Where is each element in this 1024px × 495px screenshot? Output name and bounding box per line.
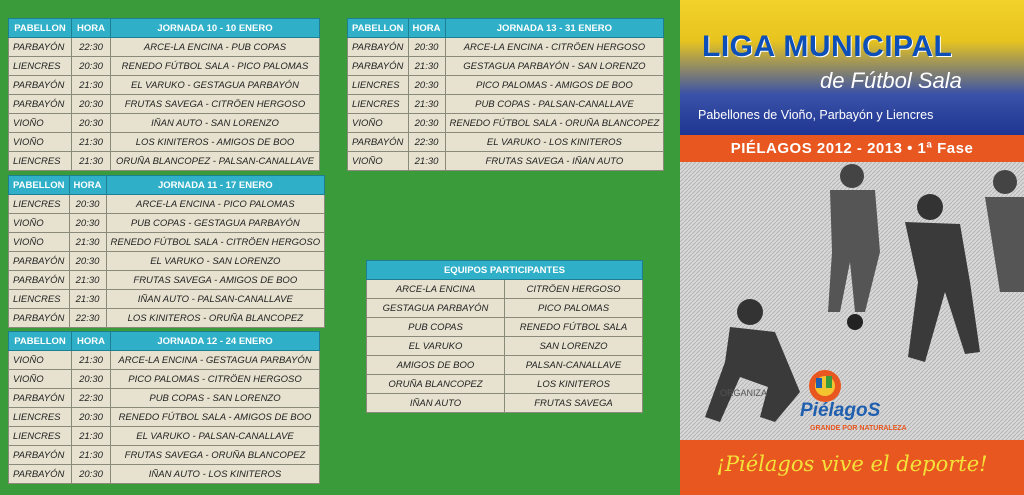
col-pabellon: PABELLON [9, 176, 70, 195]
hora-cell: 20:30 [72, 95, 111, 114]
equipo-cell: CITRÖEN HERGOSO [505, 280, 643, 299]
pabellon-cell: PARBAYÓN [9, 309, 70, 328]
hora-cell: 21:30 [72, 446, 111, 465]
table-row [367, 394, 643, 413]
equipo-cell: LOS KINITEROS [505, 375, 643, 394]
hora-cell: 20:30 [72, 114, 111, 133]
table-row [9, 465, 320, 484]
table-row [367, 337, 643, 356]
hora-cell: 21:30 [72, 152, 111, 171]
table-row [9, 76, 320, 95]
jornada-title: JORNADA 13 - 31 ENERO [445, 19, 664, 38]
partido-cell: PICO PALOMAS - CITRÖEN HERGOSO [111, 370, 320, 389]
table-row [367, 318, 643, 337]
hora-cell: 20:30 [72, 408, 111, 427]
pabellon-cell: PARBAYÓN [348, 133, 409, 152]
poster-slogan: ¡Piélagos vive el deporte! [716, 452, 988, 476]
jornada-title: JORNADA 12 - 24 ENERO [111, 332, 320, 351]
poster-panel [680, 0, 1024, 495]
pabellon-cell: PARBAYÓN [348, 57, 409, 76]
table-row [9, 290, 325, 309]
table-row [9, 389, 320, 408]
pabellon-cell: VIOÑO [9, 114, 72, 133]
table-row [367, 375, 643, 394]
table-row [9, 233, 325, 252]
hora-cell: 21:30 [69, 271, 106, 290]
table-row [9, 370, 320, 389]
table-row [9, 195, 325, 214]
pabellon-cell: PARBAYÓN [348, 38, 409, 57]
table-row [367, 280, 643, 299]
partido-cell: EL VARUKO - SAN LORENZO [106, 252, 325, 271]
partido-cell: ARCE-LA ENCINA - PICO PALOMAS [106, 195, 325, 214]
pabellon-cell: VIOÑO [9, 233, 70, 252]
poster-title: LIGA MUNICIPAL [702, 30, 953, 63]
hora-cell: 21:30 [72, 133, 111, 152]
pabellon-cell: LIENCRES [348, 95, 409, 114]
hora-cell: 20:30 [69, 252, 106, 271]
partido-cell: ARCE-LA ENCINA - PUB COPAS [111, 38, 320, 57]
pabellon-cell: LIENCRES [9, 152, 72, 171]
equipo-cell: PICO PALOMAS [505, 299, 643, 318]
hora-cell: 21:30 [72, 351, 111, 370]
partido-cell: EL VARUKO - LOS KINITEROS [445, 133, 664, 152]
table-row [9, 427, 320, 446]
equipo-cell: ARCE-LA ENCINA [367, 280, 505, 299]
pabellon-cell: PARBAYÓN [9, 252, 70, 271]
table-row [348, 95, 664, 114]
col-hora: HORA [72, 332, 111, 351]
pabellon-cell: LIENCRES [9, 290, 70, 309]
equipo-cell: EL VARUKO [367, 337, 505, 356]
col-hora: HORA [69, 176, 106, 195]
pabellon-cell: VIOÑO [348, 152, 409, 171]
partido-cell: IÑAN AUTO - LOS KINITEROS [111, 465, 320, 484]
hora-cell: 20:30 [72, 57, 111, 76]
pabellon-cell: LIENCRES [9, 195, 70, 214]
partido-cell: FRUTAS SAVEGA - AMIGOS DE BOO [106, 271, 325, 290]
table-row [348, 152, 664, 171]
table-row [348, 57, 664, 76]
hora-cell: 21:30 [72, 427, 111, 446]
partido-cell: IÑAN AUTO - SAN LORENZO [111, 114, 320, 133]
partido-cell: FRUTAS SAVEGA - ORUÑA BLANCOPEZ [111, 446, 320, 465]
partido-cell: PUB COPAS - SAN LORENZO [111, 389, 320, 408]
hora-cell: 21:30 [69, 290, 106, 309]
equipo-cell: PALSAN-CANALLAVE [505, 356, 643, 375]
table-row [367, 299, 643, 318]
equipo-cell: RENEDO FÚTBOL SALA [505, 318, 643, 337]
pabellon-cell: PARBAYÓN [9, 95, 72, 114]
table-row [9, 133, 320, 152]
hora-cell: 20:30 [72, 465, 111, 484]
table-row [9, 57, 320, 76]
table-row [9, 38, 320, 57]
partido-cell: RENEDO FÚTBOL SALA - PICO PALOMAS [111, 57, 320, 76]
hora-cell: 21:30 [408, 95, 445, 114]
table-row [348, 133, 664, 152]
pabellon-cell: PARBAYÓN [9, 271, 70, 290]
pabellon-cell: VIOÑO [348, 114, 409, 133]
table-row [367, 356, 643, 375]
organiza-label: ORGANIZA [720, 388, 768, 398]
pabellon-cell: LIENCRES [9, 57, 72, 76]
logo-name: PiélagoS [800, 400, 881, 421]
equipo-cell: PUB COPAS [367, 318, 505, 337]
poster-title-line2: de Fútbol Sala [820, 68, 962, 93]
pabellon-cell: PARBAYÓN [9, 389, 72, 408]
col-hora: HORA [72, 19, 111, 38]
table-row [348, 76, 664, 95]
jornada-11-table [8, 175, 325, 328]
hora-cell: 21:30 [408, 57, 445, 76]
table-row [9, 309, 325, 328]
hora-cell: 20:30 [408, 114, 445, 133]
equipo-cell: GESTAGUA PARBAYÓN [367, 299, 505, 318]
partido-cell: GESTAGUA PARBAYÓN - SAN LORENZO [445, 57, 664, 76]
jornada-13-table [347, 18, 664, 171]
pabellon-cell: VIOÑO [9, 133, 72, 152]
pabellon-cell: VIOÑO [9, 370, 72, 389]
partido-cell: RENEDO FÚTBOL SALA - AMIGOS DE BOO [111, 408, 320, 427]
partido-cell: ORUÑA BLANCOPEZ - PALSAN-CANALLAVE [111, 152, 320, 171]
table-row [9, 408, 320, 427]
table-row [348, 114, 664, 133]
hora-cell: 21:30 [408, 152, 445, 171]
pabellon-cell: PARBAYÓN [9, 465, 72, 484]
partido-cell: FRUTAS SAVEGA - IÑAN AUTO [445, 152, 664, 171]
partido-cell: LOS KINITEROS - ORUÑA BLANCOPEZ [106, 309, 325, 328]
col-hora: HORA [408, 19, 445, 38]
jornada-title: JORNADA 11 - 17 ENERO [106, 176, 325, 195]
table-row [9, 252, 325, 271]
table-row [9, 152, 320, 171]
pabellon-cell: PARBAYÓN [9, 38, 72, 57]
jornada-12-table [8, 331, 320, 484]
equipo-cell: ORUÑA BLANCOPEZ [367, 375, 505, 394]
hora-cell: 20:30 [69, 214, 106, 233]
equipo-cell: AMIGOS DE BOO [367, 356, 505, 375]
hora-cell: 22:30 [408, 133, 445, 152]
partido-cell: PICO PALOMAS - AMIGOS DE BOO [445, 76, 664, 95]
hora-cell: 20:30 [408, 38, 445, 57]
logo-tagline: GRANDE POR NATURALEZA [810, 425, 907, 432]
table-row [9, 271, 325, 290]
equipo-cell: SAN LORENZO [505, 337, 643, 356]
col-pabellon: PABELLON [348, 19, 409, 38]
jornada-title: JORNADA 10 - 10 ENERO [111, 19, 320, 38]
hora-cell: 20:30 [408, 76, 445, 95]
partido-cell: RENEDO FÚTBOL SALA - ORUÑA BLANCOPEZ [445, 114, 664, 133]
partido-cell: ARCE-LA ENCINA - GESTAGUA PARBAYÓN [111, 351, 320, 370]
equipo-cell: IÑAN AUTO [367, 394, 505, 413]
table-row [9, 446, 320, 465]
table-row [9, 351, 320, 370]
hora-cell: 22:30 [72, 389, 111, 408]
jornada-10-table [8, 18, 320, 171]
hora-cell: 22:30 [72, 38, 111, 57]
table-row [9, 95, 320, 114]
hora-cell: 21:30 [72, 76, 111, 95]
hora-cell: 20:30 [69, 195, 106, 214]
partido-cell: FRUTAS SAVEGA - CITRÖEN HERGOSO [111, 95, 320, 114]
pabellon-cell: LIENCRES [9, 427, 72, 446]
pabellon-cell: VIOÑO [9, 351, 72, 370]
partido-cell: ARCE-LA ENCINA - CITRÖEN HERGOSO [445, 38, 664, 57]
equipos-title: EQUIPOS PARTICIPANTES [367, 261, 643, 280]
pabellon-cell: PARBAYÓN [9, 446, 72, 465]
table-row [9, 114, 320, 133]
hora-cell: 21:30 [69, 233, 106, 252]
partido-cell: IÑAN AUTO - PALSAN-CANALLAVE [106, 290, 325, 309]
col-pabellon: PABELLON [9, 19, 72, 38]
partido-cell: LOS KINITEROS - AMIGOS DE BOO [111, 133, 320, 152]
hora-cell: 22:30 [69, 309, 106, 328]
pabellon-cell: LIENCRES [9, 408, 72, 427]
partido-cell: EL VARUKO - PALSAN-CANALLAVE [111, 427, 320, 446]
hora-cell: 20:30 [72, 370, 111, 389]
table-row [348, 38, 664, 57]
partido-cell: EL VARUKO - GESTAGUA PARBAYÓN [111, 76, 320, 95]
table-row [9, 214, 325, 233]
col-pabellon: PABELLON [9, 332, 72, 351]
equipos-table [366, 260, 643, 413]
partido-cell: RENEDO FÚTBOL SALA - CITRÖEN HERGOSO [106, 233, 325, 252]
poster-subtitle: Pabellones de Vioño, Parbayón y Liencres [698, 108, 934, 122]
pabellon-cell: VIOÑO [9, 214, 70, 233]
pabellon-cell: PARBAYÓN [9, 76, 72, 95]
pabellon-cell: LIENCRES [348, 76, 409, 95]
partido-cell: PUB COPAS - PALSAN-CANALLAVE [445, 95, 664, 114]
equipo-cell: FRUTAS SAVEGA [505, 394, 643, 413]
poster-season-band: PIÉLAGOS 2012 - 2013 • 1ª Fase [680, 135, 1024, 162]
partido-cell: PUB COPAS - GESTAGUA PARBAYÓN [106, 214, 325, 233]
